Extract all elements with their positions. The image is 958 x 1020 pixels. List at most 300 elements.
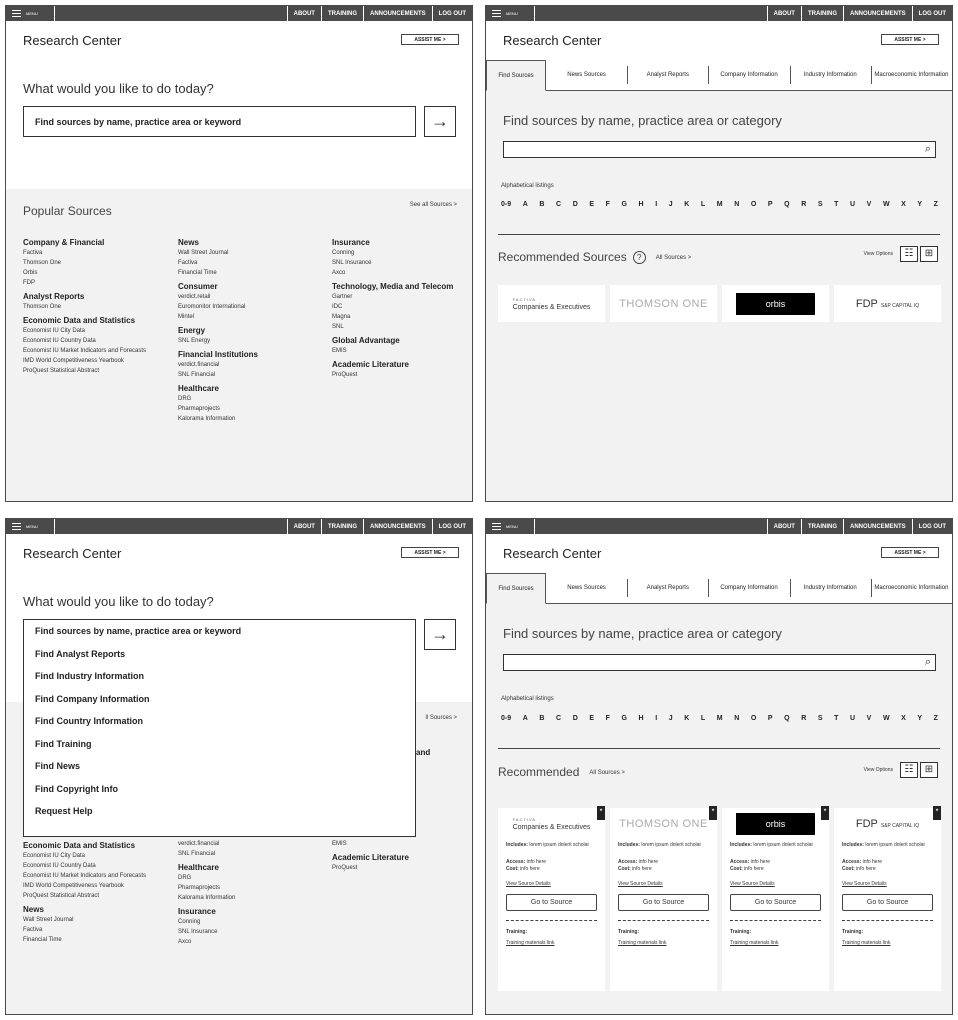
source-link[interactable]: SNL Energy — [178, 338, 211, 344]
alpha-letter-link[interactable]: Z — [933, 201, 938, 208]
page-title: Research Center — [503, 546, 602, 561]
alpha-letter-link[interactable]: S — [817, 201, 823, 208]
divider — [498, 748, 940, 749]
cost-line — [618, 866, 709, 873]
find-sources-title: Find sources by name, practice area or category — [503, 626, 782, 641]
alpha-letter-link[interactable]: V — [866, 201, 872, 208]
top-nav — [6, 6, 472, 21]
access-line — [618, 859, 709, 866]
alpha-letter-link[interactable]: X — [901, 715, 906, 722]
tab-bar — [486, 573, 952, 604]
bookmark-icon[interactable]: ★ — [821, 806, 829, 820]
list-view-icon[interactable]: ☷ — [900, 246, 918, 262]
alpha-letter-link[interactable]: W — [882, 715, 890, 722]
alpha-letter-link[interactable]: B — [539, 201, 545, 208]
orbis-logo: orbis — [736, 293, 815, 315]
source-link[interactable]: FDP — [23, 280, 35, 286]
sp-logo: S&P CAPITAL IQ — [880, 823, 920, 829]
category-heading[interactable]: Company & Financial — [23, 238, 105, 247]
alpha-letter-link[interactable]: K — [684, 715, 690, 722]
thomson-logo: THOMSON ONE — [619, 297, 708, 310]
alpha-letter-link[interactable]: T — [834, 201, 839, 208]
divider — [730, 920, 821, 921]
view-source-details-link[interactable]: View Source Details — [730, 881, 775, 887]
source-link[interactable]: Economist IU Market Indicators and Forecasts — [23, 873, 147, 879]
training-materials-link[interactable]: Training materials link — [730, 940, 779, 946]
access-label: Access: — [842, 859, 862, 865]
includes-value: lorem ipsum dolerit scholat — [865, 842, 925, 848]
source-link[interactable]: Economist IU City Data — [23, 328, 86, 334]
view-source-details-link[interactable]: View Source Details — [618, 881, 663, 887]
category-heading[interactable]: Insurance — [332, 238, 370, 247]
divider — [842, 920, 933, 921]
alpha-letter-link[interactable]: L — [700, 201, 706, 208]
access-label: Access: — [618, 859, 638, 865]
alpha-letter-link[interactable]: H — [638, 201, 644, 208]
alpha-letter-link[interactable]: Q — [784, 201, 790, 208]
go-to-source-button[interactable]: Go to Source — [730, 894, 821, 911]
tab-news-sources[interactable]: News Sources — [567, 585, 606, 591]
nav-about[interactable]: ABOUT — [767, 6, 801, 21]
alpha-letter-link[interactable]: U — [850, 715, 856, 722]
alpha-letter-link[interactable]: Z — [933, 715, 938, 722]
category-heading[interactable]: Healthcare — [178, 863, 219, 872]
alpha-letter-link[interactable]: D — [572, 201, 578, 208]
source-link[interactable]: Conning — [178, 919, 201, 925]
cost-label: Cost: — [618, 866, 631, 872]
alpha-letter-link[interactable]: L — [700, 715, 706, 722]
source-link[interactable]: DRG — [178, 875, 192, 881]
category-heading[interactable]: News — [23, 905, 44, 914]
cost-line — [506, 866, 597, 873]
source-link[interactable]: EMIS — [332, 348, 347, 354]
source-link[interactable]: Gartner — [332, 294, 353, 300]
source-link[interactable]: Economist IU Country Data — [23, 338, 96, 344]
grid-view-icon[interactable]: ⊞ — [920, 246, 938, 262]
training-label-text: Training: — [618, 929, 640, 935]
alpha-letter-link[interactable]: J — [668, 715, 673, 722]
access-label: Access: — [730, 859, 750, 865]
tab-analyst-reports[interactable]: Analyst Reports — [627, 573, 708, 603]
includes-value: lorem ipsum dolerit scholat — [753, 842, 813, 848]
top-nav — [486, 519, 952, 534]
nav-logout[interactable]: LOG OUT — [432, 6, 472, 21]
cost-line — [842, 866, 933, 873]
category-heading[interactable]: Economic Data and Statistics — [23, 841, 136, 850]
bookmark-icon[interactable]: ★ — [597, 806, 605, 820]
home-dropdown-panel — [5, 518, 473, 1015]
category-heading[interactable]: Analyst Reports — [23, 292, 85, 301]
alpha-letter-link[interactable]: K — [684, 201, 690, 208]
access-line — [506, 859, 597, 866]
source-logo — [842, 812, 933, 836]
bookmark-icon[interactable]: ★ — [933, 806, 941, 820]
tab-analyst-reports[interactable]: Analyst Reports — [627, 60, 708, 90]
view-options-label: View Options — [863, 767, 893, 773]
top-nav — [486, 6, 952, 21]
nav-about[interactable]: ABOUT — [767, 519, 801, 534]
nav-training[interactable]: TRAINING — [801, 6, 843, 21]
home-panel — [5, 5, 473, 502]
hamburger-icon — [12, 523, 21, 530]
dropdown-option[interactable]: Find Analyst Reports — [35, 648, 126, 659]
source-link[interactable]: Financial Time — [23, 937, 62, 943]
page-title: Research Center — [23, 33, 122, 48]
view-source-details-link[interactable]: View Source Details — [506, 881, 551, 887]
nav-logout[interactable]: LOG OUT — [912, 519, 952, 534]
training-materials-link[interactable]: Training materials link — [618, 940, 667, 946]
source-link[interactable]: SNL Financial — [178, 851, 216, 857]
source-link[interactable]: Pharmaprojects — [178, 406, 221, 412]
alphabetical-label: Alphabetical listings — [501, 183, 554, 189]
category-heading[interactable]: News — [178, 238, 199, 247]
search-icon[interactable]: ⌕ — [924, 656, 931, 668]
alpha-letter-link[interactable]: 0-9 — [501, 715, 512, 722]
all-sources-link[interactable]: All Sources > — [655, 254, 692, 261]
nav-announcements[interactable]: ANNOUNCEMENTS — [363, 6, 432, 21]
source-link[interactable]: Factiva — [178, 260, 198, 266]
alpha-letter-link[interactable]: N — [734, 715, 740, 722]
alpha-letter-link[interactable]: I — [655, 201, 658, 208]
cost-value: info here — [632, 866, 652, 872]
alpha-letter-link[interactable]: O — [750, 201, 757, 208]
tab-macroeconomic-information[interactable]: Macroeconomic Information — [871, 573, 952, 603]
popular-col-3 — [332, 236, 467, 380]
hamburger-icon — [492, 523, 501, 530]
source-link[interactable]: IDC — [332, 304, 343, 310]
includes-line — [618, 842, 709, 849]
list-view-icon[interactable]: ☷ — [900, 762, 918, 778]
source-link[interactable]: verdict.financial — [178, 362, 220, 368]
recommended-cards-panel — [485, 518, 953, 1015]
tab-industry-information[interactable]: Industry Information — [790, 60, 871, 90]
alpha-letter-link[interactable]: F — [605, 201, 610, 208]
category-heading[interactable]: Global Advantage — [332, 336, 400, 345]
tab-macroeconomic-information[interactable]: Macroeconomic Information — [871, 60, 952, 90]
source-card-orbis — [722, 808, 829, 991]
alpha-letter-link[interactable]: A — [522, 715, 528, 722]
source-tile-thomson[interactable] — [610, 285, 717, 322]
source-card-fdp — [834, 808, 941, 991]
alpha-letter-link[interactable]: X — [901, 201, 906, 208]
alpha-letter-link[interactable]: M — [716, 715, 723, 722]
source-link[interactable]: verdict.financial — [178, 841, 220, 847]
menu-button[interactable]: MENU — [486, 519, 535, 534]
alpha-letter-link[interactable]: A — [522, 201, 528, 208]
source-tile-fdp[interactable] — [834, 285, 941, 322]
source-link[interactable]: Financial Time — [178, 270, 217, 276]
alpha-letter-link[interactable]: 0-9 — [501, 201, 512, 208]
source-card-factiva — [498, 808, 605, 991]
dropdown-option[interactable]: Request Help — [35, 806, 93, 816]
alpha-letter-link[interactable]: U — [850, 201, 856, 208]
source-link[interactable]: ProQuest Statistical Abstract — [23, 893, 100, 899]
alpha-letter-link[interactable]: Q — [784, 715, 790, 722]
nav-announcements[interactable]: ANNOUNCEMENTS — [363, 519, 432, 534]
all-sources-link[interactable]: All Sources > — [589, 769, 625, 776]
page-title: Research Center — [503, 33, 602, 48]
view-options-label: View Options — [863, 251, 893, 257]
access-value: info here — [862, 859, 883, 865]
search-dropdown[interactable] — [23, 619, 416, 837]
alpha-letter-link[interactable]: G — [621, 201, 627, 208]
access-value: info here — [638, 859, 659, 865]
category-heading[interactable]: Academic Literature — [332, 853, 409, 862]
source-card-thomson — [610, 808, 717, 991]
nav-announcements[interactable]: ANNOUNCEMENTS — [843, 519, 912, 534]
tab-find-sources[interactable]: Find Sources — [486, 573, 546, 604]
alpha-letter-link[interactable]: D — [572, 715, 578, 722]
assist-me-button[interactable]: ASSIST ME > — [401, 34, 459, 45]
source-link[interactable]: IMD World Competitiveness Yearbook — [23, 883, 124, 889]
source-link[interactable]: Economist IU City Data — [23, 853, 86, 859]
alpha-letter-link[interactable]: N — [734, 201, 740, 208]
view-source-details-link[interactable]: View Source Details — [842, 881, 887, 887]
training-label — [506, 929, 597, 936]
alpha-letter-link[interactable]: R — [801, 715, 807, 722]
dropdown-option[interactable]: Find Industry Information — [35, 671, 144, 681]
nav-logout[interactable]: LOG OUT — [432, 519, 472, 534]
source-link[interactable]: Magna — [332, 314, 351, 320]
alpha-letter-link[interactable]: G — [621, 715, 627, 722]
factiva-logo: Companies & Executives — [512, 824, 591, 831]
grid-view-icon[interactable]: ⊞ — [920, 762, 938, 778]
source-link[interactable]: Thomson One — [23, 304, 62, 310]
includes-label: Includes: — [842, 842, 864, 848]
source-link[interactable]: Orbis — [23, 270, 38, 276]
alpha-letter-link[interactable]: Y — [917, 201, 923, 208]
source-link[interactable]: Axco — [332, 270, 346, 276]
recommended-title: Recommended Sources — [498, 250, 627, 264]
source-link[interactable]: Factiva — [23, 250, 43, 256]
source-tile-factiva[interactable] — [498, 285, 605, 322]
see-all-sources-link[interactable]: ll Sources > — [425, 715, 457, 721]
alpha-letter-link[interactable]: E — [589, 715, 595, 722]
source-link[interactable]: ProQuest Statistical Abstract — [23, 368, 100, 374]
source-link[interactable]: Economist IU Country Data — [23, 863, 96, 869]
training-materials-link[interactable]: Training materials link — [506, 940, 555, 946]
alpha-letter-link[interactable]: S — [817, 715, 823, 722]
search-icon[interactable]: ⌕ — [924, 143, 931, 155]
alpha-letter-link[interactable]: C — [556, 201, 562, 208]
alpha-letter-link[interactable]: V — [866, 715, 872, 722]
alpha-letter-link[interactable]: P — [767, 201, 773, 208]
factiva-brand: FACTIVA — [512, 817, 536, 822]
recommended-heading — [498, 250, 691, 264]
source-link[interactable]: IMD World Competitiveness Yearbook — [23, 358, 124, 364]
source-link[interactable]: Pharmaprojects — [178, 885, 221, 891]
source-link[interactable]: Wall Street Journal — [178, 250, 229, 256]
alpha-letter-link[interactable]: B — [539, 715, 545, 722]
question-heading: What would you like to do today? — [23, 594, 214, 609]
popular-col-1 — [23, 236, 173, 376]
recommended-title: Recommended — [498, 765, 580, 779]
nav-logout[interactable]: LOG OUT — [912, 6, 952, 21]
source-link[interactable]: EMIS — [332, 841, 347, 847]
source-link[interactable]: ProQuest — [332, 865, 358, 871]
alpha-letter-link[interactable]: F — [605, 715, 610, 722]
menu-button[interactable]: MENU — [6, 519, 55, 534]
category-heading[interactable]: Healthcare — [178, 384, 219, 393]
training-label-text: Training: — [842, 929, 864, 935]
nav-training[interactable]: TRAINING — [321, 6, 363, 21]
cost-value: info here — [744, 866, 764, 872]
go-to-source-button[interactable]: Go to Source — [618, 894, 709, 911]
training-label — [842, 929, 933, 936]
recommended-heading — [498, 765, 625, 779]
view-options — [864, 246, 938, 262]
alphabetical-label: Alphabetical listings — [501, 696, 554, 702]
arrow-right-icon[interactable]: → — [424, 106, 456, 137]
tab-news-sources[interactable]: News Sources — [567, 72, 606, 78]
alpha-letter-link[interactable]: R — [801, 201, 807, 208]
fdp-logo: FDP — [855, 297, 878, 310]
source-link[interactable]: Wall Street Journal — [23, 917, 74, 923]
menu-button[interactable]: MENU — [486, 6, 535, 21]
category-heading[interactable]: Energy — [178, 326, 206, 335]
source-tile-orbis[interactable] — [722, 285, 829, 322]
dropdown-option[interactable]: Find Copyright Info — [35, 783, 118, 794]
page-title: Research Center — [23, 546, 122, 561]
source-link[interactable]: Economist IU Market Indicators and Forecasts — [23, 348, 147, 354]
popular-col-1 — [23, 839, 173, 945]
alpha-letter-link[interactable]: I — [655, 715, 658, 722]
partial-category: and — [416, 748, 431, 757]
category-heading[interactable]: Technology, Media and Telecom — [332, 282, 454, 291]
alpha-letter-link[interactable]: C — [556, 715, 562, 722]
source-search-input[interactable] — [503, 654, 936, 671]
popular-col-2 — [178, 839, 328, 947]
access-line — [730, 859, 821, 866]
popular-sources-title: Popular Sources — [23, 204, 112, 218]
go-to-source-button[interactable]: Go to Source — [842, 894, 933, 911]
nav-training[interactable]: TRAINING — [801, 519, 843, 534]
divider — [498, 234, 940, 235]
tab-bar — [486, 60, 952, 91]
factiva-brand: FACTIVA — [512, 296, 536, 302]
alpha-letter-link[interactable]: O — [750, 715, 757, 722]
source-search-input[interactable] — [503, 141, 936, 158]
go-to-source-button[interactable]: Go to Source — [506, 894, 597, 911]
training-label-text: Training: — [730, 929, 752, 935]
divider — [618, 920, 709, 921]
training-materials-link[interactable]: Training materials link — [842, 940, 891, 946]
alpha-letter-link[interactable]: T — [834, 715, 839, 722]
source-link[interactable]: SNL Insurance — [332, 260, 372, 266]
tab-company-information[interactable]: Company Information — [708, 573, 789, 603]
source-link[interactable]: Conning — [332, 250, 355, 256]
includes-line — [842, 842, 933, 849]
fdp-logo: FDP — [855, 818, 878, 830]
source-link[interactable]: verdict.retail — [178, 294, 211, 300]
source-logo — [730, 812, 821, 836]
alpha-letter-link[interactable]: H — [638, 715, 644, 722]
source-link[interactable]: Kalorama Information — [178, 416, 236, 422]
source-link[interactable]: ProQuest — [332, 372, 358, 378]
alpha-letter-link[interactable]: J — [668, 201, 673, 208]
dropdown-option[interactable]: Find News — [35, 761, 81, 771]
source-link[interactable]: Mintel — [178, 314, 195, 320]
source-link[interactable]: SNL Financial — [178, 372, 216, 378]
nav-about[interactable]: ABOUT — [287, 6, 321, 21]
source-link[interactable]: DRG — [178, 396, 192, 402]
training-label — [618, 929, 709, 936]
includes-line — [730, 842, 821, 849]
popular-col-3 — [332, 839, 467, 873]
arrow-right-icon[interactable]: → — [424, 619, 456, 650]
category-heading[interactable]: Insurance — [178, 907, 216, 916]
category-heading[interactable]: Academic Literature — [332, 360, 409, 369]
assist-me-button[interactable]: ASSIST ME > — [401, 547, 459, 558]
access-value: info here — [526, 859, 547, 865]
alpha-letter-link[interactable]: Y — [917, 715, 923, 722]
category-heading[interactable]: Economic Data and Statistics — [23, 316, 136, 325]
help-icon[interactable]: ? — [633, 251, 646, 264]
includes-value: lorem ipsum dolerit scholat — [529, 842, 589, 848]
tab-find-sources[interactable]: Find Sources — [486, 60, 546, 91]
hamburger-icon — [12, 10, 21, 17]
source-link[interactable]: Factiva — [23, 927, 43, 933]
cost-label: Cost: — [730, 866, 743, 872]
training-label-text: Training: — [506, 929, 528, 935]
category-heading[interactable]: Financial Institutions — [178, 350, 259, 359]
popular-col-2 — [178, 236, 328, 424]
alpha-letter-link[interactable]: W — [882, 201, 890, 208]
cost-line — [730, 866, 821, 873]
source-link[interactable]: Thomson One — [23, 260, 62, 266]
search-input[interactable]: Find sources by name, practice area or keyword — [23, 106, 416, 137]
nav-about[interactable]: ABOUT — [287, 519, 321, 534]
alphabet-links — [501, 201, 938, 208]
hamburger-icon — [492, 10, 501, 17]
dropdown-option[interactable]: Find sources by name, practice area or keyword — [35, 626, 242, 636]
source-logo — [506, 812, 597, 836]
see-all-sources-link[interactable]: See all Sources > — [409, 202, 457, 208]
dropdown-option[interactable]: Find Company Information — [35, 693, 150, 704]
divider — [506, 920, 597, 921]
includes-label: Includes: — [506, 842, 528, 848]
cost-value: info here — [520, 866, 540, 872]
dropdown-option[interactable]: Find Training — [35, 738, 92, 749]
bookmark-icon[interactable]: ★ — [709, 806, 717, 820]
tab-company-information[interactable]: Company Information — [708, 60, 789, 90]
assist-me-button[interactable]: ASSIST ME > — [881, 34, 939, 45]
includes-label: Includes: — [618, 842, 640, 848]
sp-logo: S&P CAPITAL IQ — [880, 302, 920, 309]
nav-training[interactable]: TRAINING — [321, 519, 363, 534]
source-link[interactable]: Euromonitor International — [178, 304, 246, 310]
menu-button[interactable]: MENU — [6, 6, 55, 21]
nav-announcements[interactable]: ANNOUNCEMENTS — [843, 6, 912, 21]
alpha-letter-link[interactable]: P — [767, 715, 773, 722]
view-options — [864, 762, 938, 778]
alpha-letter-link[interactable]: M — [716, 201, 723, 208]
tab-industry-information[interactable]: Industry Information — [790, 573, 871, 603]
source-link[interactable]: SNL Insurance — [178, 929, 218, 935]
source-link[interactable]: Kalorama Information — [178, 895, 236, 901]
source-link[interactable]: Axco — [178, 939, 192, 945]
find-sources-panel — [485, 5, 953, 502]
includes-value: lorem ipsum dolerit scholat — [641, 842, 701, 848]
source-link[interactable]: SNL — [332, 324, 344, 330]
access-label: Access: — [506, 859, 526, 865]
dropdown-option[interactable]: Find Country Information — [35, 716, 143, 726]
includes-line — [506, 842, 597, 849]
factiva-logo: Companies & Executives — [512, 303, 591, 311]
assist-me-button[interactable]: ASSIST ME > — [881, 547, 939, 558]
category-heading[interactable]: Consumer — [178, 282, 218, 291]
alpha-letter-link[interactable]: E — [589, 201, 595, 208]
